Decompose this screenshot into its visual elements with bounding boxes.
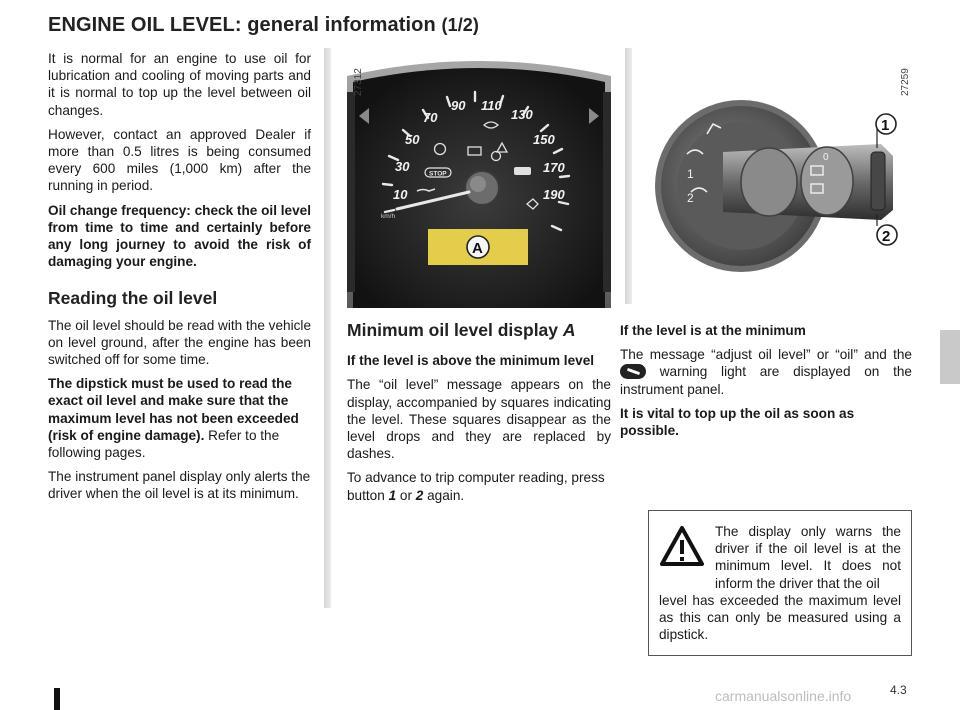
dashboard-figure-code: 27312 <box>353 68 364 96</box>
warning-text-top: The display only warns the driver if the oil level is at the minimum level. It does not inform the driver that the oil <box>715 524 901 591</box>
stop-indicator-label: STOP <box>429 170 447 178</box>
oil-can-icon <box>417 189 435 191</box>
speedo-label-10: 10 <box>393 187 408 202</box>
dial-label-2: 2 <box>687 191 694 205</box>
speedo-label-50: 50 <box>405 132 420 147</box>
column-divider-left <box>324 48 331 608</box>
panel-alert-paragraph: The instrument panel display only alerts the driver when the oil level is at its minimum. <box>48 469 311 502</box>
speedo-label-130: 130 <box>511 107 533 122</box>
intro-paragraph: It is normal for an engine to use oil for lubrication and cooling of moving parts and it is normal to top up the level between oil changes. <box>48 51 311 118</box>
page-number: 4.3 <box>890 683 907 697</box>
adjust-oil-message-paragraph: The message “adjust oil level” or “oil” and the warning light are displayed on the instrument panel. <box>620 347 912 397</box>
display-a-label: A <box>472 240 483 257</box>
speedo-label-70: 70 <box>423 110 438 125</box>
intro-column <box>48 50 311 510</box>
speedo-label-30: 30 <box>395 159 410 174</box>
speedo-label-90: 90 <box>451 98 466 113</box>
instrument-panel-figure <box>347 52 611 308</box>
oil-change-frequency-paragraph: Oil change frequency: check the oil level from time to time and certainly before any long journey to avoid the risk of damaging your engine. <box>48 202 311 270</box>
footer-mark <box>54 688 60 710</box>
stalk-button-1-label: 1 <box>881 117 890 134</box>
stalk-ring-zero: 0 <box>823 152 829 163</box>
watermark: carmanualsonline.info <box>715 688 852 704</box>
warning-triangle-icon <box>659 525 705 567</box>
speedo-unit: km/h <box>381 213 396 220</box>
oil-level-message-paragraph: The “oil level” message appears on the display, accompanied by squares indicating the level. These squares disappear as the level drops and they are replaced by dashes. <box>347 377 611 462</box>
warning-text-bottom: level has exceeded the maximum level as this can only be measured using a dipstick. <box>659 593 901 643</box>
speedo-label-150: 150 <box>533 132 555 147</box>
dial-label-1: 1 <box>687 167 694 181</box>
trip-computer-paragraph: To advance to trip computer reading, press button 1 or 2 again. <box>347 470 605 503</box>
oil-level-warning-icon <box>514 167 531 175</box>
warning-box <box>648 510 912 656</box>
dealer-paragraph: However, contact an approved Dealer if more than 0.5 litres is being consumed every 600 miles (1,000 km) after the running in period. <box>48 126 311 194</box>
at-minimum-column <box>620 322 912 446</box>
speedo-label-190: 190 <box>543 187 565 202</box>
reading-oil-level-heading: Reading the oil level <box>48 288 218 309</box>
section-tab <box>940 330 960 384</box>
speedo-label-170: 170 <box>543 160 565 175</box>
dipstick-paragraph: The dipstick must be used to read the exact oil level and make sure that the maximum level has not been exceeded (risk of engine damage). Refer to the following pages. <box>48 376 299 461</box>
top-up-paragraph: It is vital to top up the oil as soon as possible. <box>620 405 855 439</box>
stalk-button-2-label: 2 <box>882 228 891 245</box>
level-ground-paragraph: The oil level should be read with the vehicle on level ground, after the engine has been switched off for some time. <box>48 317 311 368</box>
minimum-oil-level-column <box>347 322 611 511</box>
speedo-label-110: 110 <box>481 98 502 113</box>
at-minimum-subheading: If the level is at the minimum <box>620 323 806 338</box>
page-title: ENGINE OIL LEVEL: general information (1/2) <box>48 14 479 36</box>
stalk-figure-code: 27259 <box>900 68 911 96</box>
above-minimum-subheading: If the level is above the minimum level <box>347 353 595 369</box>
wiper-stalk-figure <box>631 52 921 308</box>
minimum-oil-level-heading: Minimum oil level display A <box>347 320 576 340</box>
oil-warning-light-icon <box>620 364 646 379</box>
